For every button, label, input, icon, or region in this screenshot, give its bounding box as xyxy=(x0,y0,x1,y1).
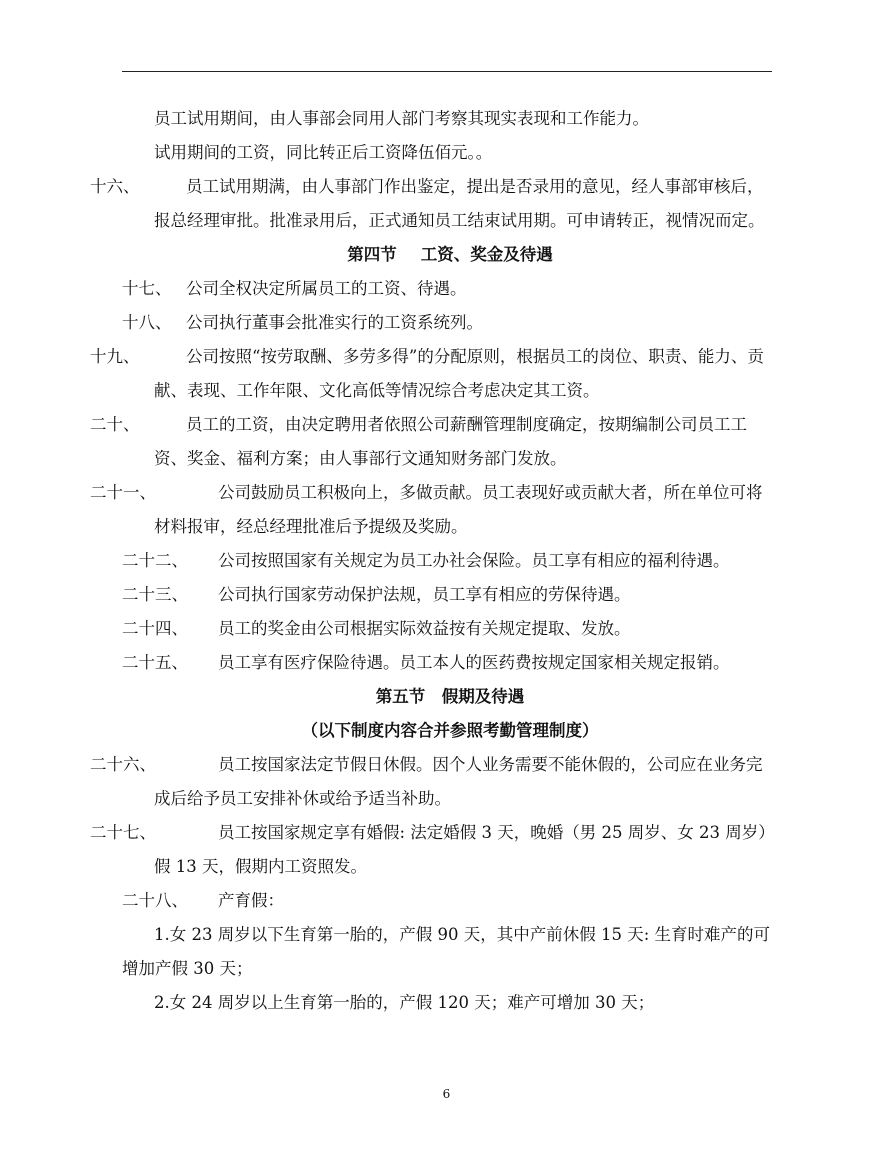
article-number: 二十八、 xyxy=(122,891,188,910)
article-number: 十八、 xyxy=(122,313,172,332)
article-number: 二十五、 xyxy=(122,653,188,672)
article-26 xyxy=(90,748,778,816)
article-19 xyxy=(90,340,778,408)
article-23 xyxy=(122,578,778,612)
article-text: 公司执行国家劳动保护法规，员工享有相应的劳保待遇。 xyxy=(218,585,631,604)
article-text: 产育假： xyxy=(218,891,284,910)
document-body xyxy=(90,102,778,1020)
article-28 xyxy=(122,884,778,918)
article-text: 员工的工资，由决定聘用者依照公司薪酬管理制度确定，按期编制公司员工工资、奖金、福利方案；由人事部行文通知财务部门发放。 xyxy=(154,415,747,468)
article-number: 二十、 xyxy=(90,415,140,434)
article-text: 员工享有医疗保险待遇。员工本人的医药费按规定国家相关规定报销。 xyxy=(218,653,730,672)
article-text: 员工按国家规定享有婚假: 法定婚假 3 天，晚婚（男 25 周岁、女 23 周岁）假 13 天，假期内工资照发。 xyxy=(154,823,775,876)
article-number: 二十七、 xyxy=(90,823,156,842)
article-text: 员工的奖金由公司根据实际效益按有关规定提取、发放。 xyxy=(218,619,631,638)
paragraph-probation-salary: 试用期间的工资，同比转正后工资降伍佰元。。 xyxy=(154,143,493,162)
section-5-note: （以下制度内容合并参照考勤管理制度） xyxy=(301,721,599,740)
article-number: 十六、 xyxy=(90,177,140,196)
article-number: 十九、 xyxy=(90,347,140,366)
list-item-maternity-2: 2.女 24 周岁以上生育第一胎的，产假 120 天；难产可增加 30 天； xyxy=(154,993,655,1012)
article-text: 公司按照国家有关规定为员工办社会保险。员工享有相应的福利待遇。 xyxy=(218,551,730,570)
article-18 xyxy=(122,306,778,340)
article-16 xyxy=(90,170,778,238)
article-text: 公司全权决定所属员工的工资、待遇。 xyxy=(186,279,467,298)
article-number: 二十二、 xyxy=(122,551,188,570)
page-number: 6 xyxy=(442,1087,451,1101)
article-number: 二十六、 xyxy=(90,755,156,774)
article-number: 二十四、 xyxy=(122,619,188,638)
article-number: 二十一、 xyxy=(90,483,156,502)
article-text: 公司按照“按劳取酬、多劳多得”的分配原则，根据员工的岗位、职责、能力、贡献、表现、工作年限、文化高低等情况综合考虑决定其工资。 xyxy=(154,347,764,400)
article-25 xyxy=(122,646,778,680)
article-27 xyxy=(90,816,778,884)
article-21 xyxy=(90,476,778,544)
article-text: 公司执行董事会批准实行的工资系统列。 xyxy=(186,313,483,332)
paragraph-probation-review: 员工试用期间，由人事部会同用人部门考察其现实表现和工作能力。 xyxy=(154,109,649,128)
article-17 xyxy=(122,272,778,306)
article-20 xyxy=(90,408,778,476)
article-text: 员工按国家法定节假日休假。因个人业务需要不能休假的，公司应在业务完成后给予员工安排补休或给予适当补助。 xyxy=(154,755,763,808)
article-text: 公司鼓励员工积极向上，多做贡献。员工表现好或贡献大者，所在单位可将材料报审，经总经理批准后予提级及奖励。 xyxy=(154,483,763,536)
article-number: 十七、 xyxy=(122,279,172,298)
article-number: 二十三、 xyxy=(122,585,188,604)
list-item-maternity-1: 1.女 23 周岁以下生育第一胎的，产假 90 天，其中产前休假 15 天: 生育时难产的可增加产假 30 天； xyxy=(122,925,771,978)
section-5-heading: 第五节 假期及待遇 xyxy=(375,687,525,706)
article-24 xyxy=(122,612,778,646)
header-rule xyxy=(122,71,772,72)
article-22 xyxy=(122,544,778,578)
article-text: 员工试用期满，由人事部门作出鉴定，提出是否录用的意见，经人事部审核后，报总经理审批。批准录用后，正式通知员工结束试用期。可申请转正，视情况而定。 xyxy=(154,177,765,230)
section-4-heading: 第四节 工资、奖金及待遇 xyxy=(347,245,553,264)
